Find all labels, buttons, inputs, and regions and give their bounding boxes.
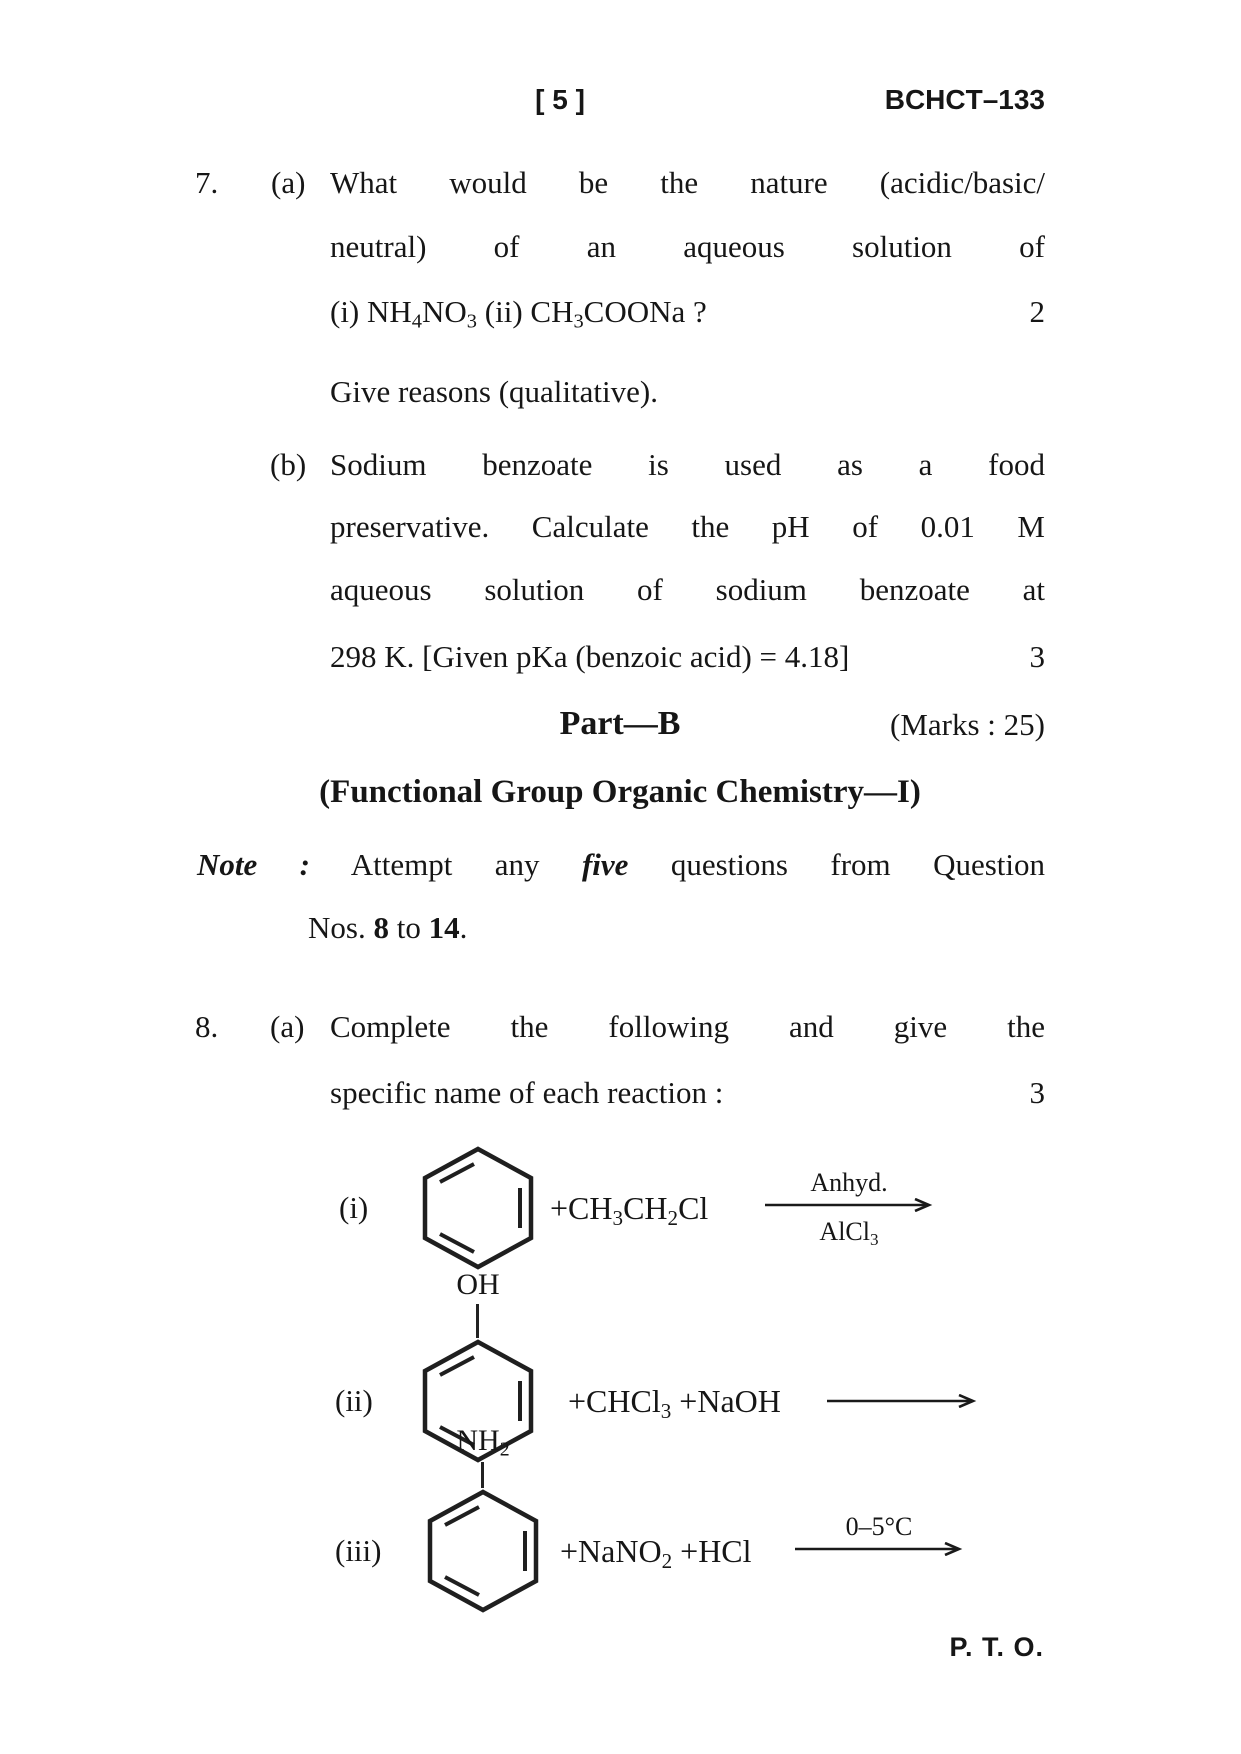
q7a-formula: (i) $NH_4NO_3$ (ii) $CH_3COONa$ ? xyxy=(330,294,707,333)
q7a-marks: 2 xyxy=(1029,294,1045,329)
reaction-iii-index: (iii) xyxy=(335,1533,382,1568)
q7-number: 7. xyxy=(195,165,219,200)
q7a-line4: Give reasons (qualitative). xyxy=(330,374,658,409)
reaction-iii-reagents: +NaNO$_2$ +HCl xyxy=(560,1533,752,1573)
q8a-line2-text: specific name of each reaction : xyxy=(330,1075,724,1110)
q8a-label: (a) xyxy=(270,1009,305,1044)
reaction-i-arrow xyxy=(763,1168,935,1247)
note-line2 xyxy=(308,907,467,949)
section-subtitle: (Functional Group Organic Chemistry—I) xyxy=(319,774,921,810)
reaction-i-index: (i) xyxy=(339,1190,369,1225)
q8a-marks: 3 xyxy=(1029,1075,1045,1110)
part-b-title: Part—B xyxy=(559,705,681,742)
reaction-ii-reagents: +CHCl$_3$ +NaOH xyxy=(568,1383,781,1423)
reaction-i-reagents: $+CH_3CH_2Cl$ xyxy=(550,1190,709,1230)
q7b-line4-text: 298 K. [Given pKa (benzoic acid) = 4.18] xyxy=(330,639,850,674)
note-from: 8 xyxy=(373,910,389,945)
right-arrow-icon xyxy=(795,1542,963,1556)
note-text1: Attempt any xyxy=(350,847,540,882)
q8a-line2 xyxy=(330,1072,1045,1114)
benzene-ring-icon xyxy=(420,1145,536,1271)
note-to-word: to xyxy=(396,910,421,945)
note-emphasis: five xyxy=(581,847,629,882)
reaction-ii-index: (ii) xyxy=(335,1383,373,1418)
reaction-i-arrow-bottom-label: AlCl$_3$ xyxy=(819,1217,879,1249)
aniline-nh2-label: $NH_2$ xyxy=(456,1424,510,1461)
reaction-i-arrow-top-label: Anhyd. xyxy=(810,1168,888,1197)
q7b-line2: preservative. Calculate the pH of 0.01 M xyxy=(330,509,1045,544)
part-b-marks: (Marks : 25) xyxy=(890,707,1045,742)
note-until: 14 xyxy=(428,910,460,945)
paper-code: BCHCT–133 xyxy=(884,84,1045,115)
q7a-line1: What would be the nature (acidic/basic/ xyxy=(330,165,1045,200)
q7a-label: (a) xyxy=(271,165,306,200)
reaction-iii-arrow xyxy=(793,1512,965,1561)
substituent-bond xyxy=(476,1304,479,1338)
right-arrow-icon xyxy=(827,1394,977,1408)
substituent-bond xyxy=(481,1462,484,1488)
note-label: Note : xyxy=(197,847,311,882)
q8a-line1: Complete the following and give the xyxy=(330,1009,1045,1044)
reaction-iii-arrow-top-label: 0–5°C xyxy=(845,1512,913,1541)
q7b-line4 xyxy=(330,636,1045,678)
part-b-heading-row xyxy=(195,705,1045,743)
q7a-line3 xyxy=(330,291,1045,333)
q8-number: 8. xyxy=(195,1009,219,1044)
note-text2: questions from Question xyxy=(670,847,1046,882)
q7b-line1: Sodium benzoate is used as a food xyxy=(330,447,1045,482)
note-line1 xyxy=(197,844,1045,886)
right-arrow-icon xyxy=(765,1198,933,1212)
q7b-marks: 3 xyxy=(1029,639,1045,674)
benzene-ring-icon xyxy=(425,1488,541,1614)
reaction-iii-row xyxy=(335,1424,1095,1624)
pto-label: P. T. O. xyxy=(949,1632,1044,1662)
page-number: [ 5 ] xyxy=(535,84,585,115)
phenol-oh-label: OH xyxy=(456,1268,500,1301)
reaction-i-row xyxy=(335,1140,1095,1285)
q7b-label: (b) xyxy=(270,447,307,482)
q7b-line3: aqueous solution of sodium benzoate at xyxy=(330,572,1045,607)
q7a-line2: neutral) of an aqueous solution of xyxy=(330,229,1045,264)
note-period: . xyxy=(459,910,468,945)
note-nos: Nos. xyxy=(308,910,366,945)
